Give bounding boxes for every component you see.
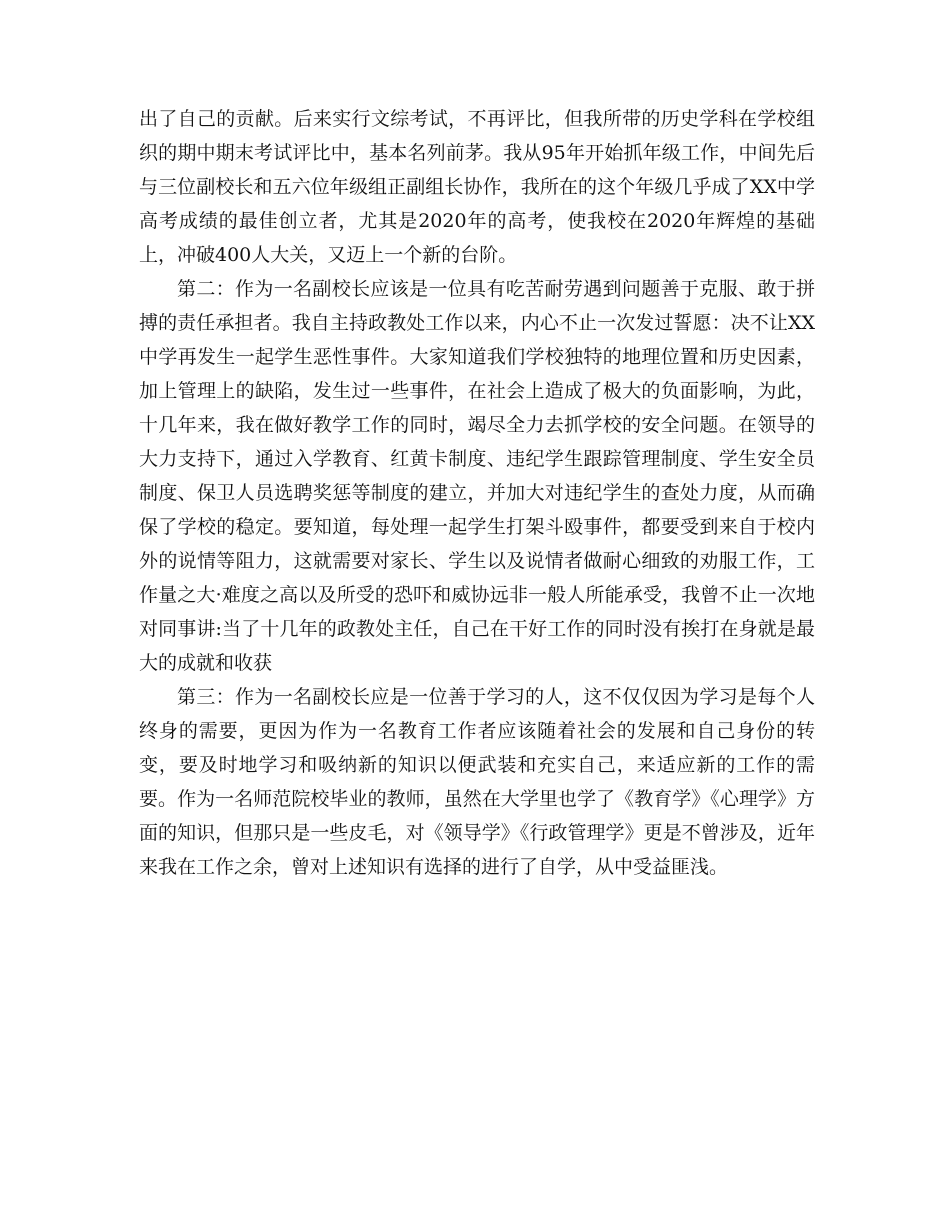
paragraph-contribution: 出了自己的贡献。后来实行文综考试，不再评比，但我所带的历史学科在学校组织的期中期末考试评比中，基本名列前茅。我从95年开始抓年级工作，中间先后与三位副校长和五六位年级组正副组长协作，我所在的这个年级几乎成了XX中学高考成绩的最佳创立者，尤其是2020年的高考，使我校在2020年辉煌的基础上，冲破400人大关，又迈上一个新的台阶。 (139, 108, 815, 266)
paragraph-second-point: 第二：作为一名副校长应该是一位具有吃苦耐劳遇到问题善于克服、敢于拼搏的责任承担者。我自主持政教处工作以来，内心不止一次发过誓愿：决不让XX中学再发生一起学生恶性事件。大家知道我们学校独特的地理位置和历史因素，加上管理上的缺陷，发生过一些事件，在社会上造成了极大的负面影响，为此，十几年来，我在做好教学工作的同时，竭尽全力去抓学校的安全问题。在领导的大力支持下，通过入学教育、红黄卡制度、违纪学生跟踪管理制度、学生安全员制度、保卫人员选聘奖惩等制度的建立，并加大对违纪学生的查处力度，从而确保了学校的稳定。要知道，每处理一起学生打架斗殴事件，都要受到来自于校内外的说情等阻力，这就需要对家长、学生以及说情者做耐心细致的劝服工作，工作量之大·难度之高以及所受的恐吓和威协远非一般人所能承受，我曾不止一次地对同事讲:当了十几年的政教处主任，自己在干好工作的同时没有挨打在身就是最大的成就和收获 (139, 278, 815, 674)
paragraph-third-point: 第三：作为一名副校长应是一位善于学习的人，这不仅仅因为学习是每个人终身的需要，更因为作为一名教育工作者应该随着社会的发展和自己身份的转变，要及时地学习和吸纳新的知识以便武装和充实自己，来适应新的工作的需要。作为一名师范院校毕业的教师，虽然在大学里也学了《教育学》《心理学》方面的知识，但那只是一些皮毛，对《领导学》《行政管理学》更是不曾涉及，近年来我在工作之余，曾对上述知识有选择的进行了自学，从中受益匪浅。 (139, 686, 815, 878)
document-body (139, 102, 815, 884)
